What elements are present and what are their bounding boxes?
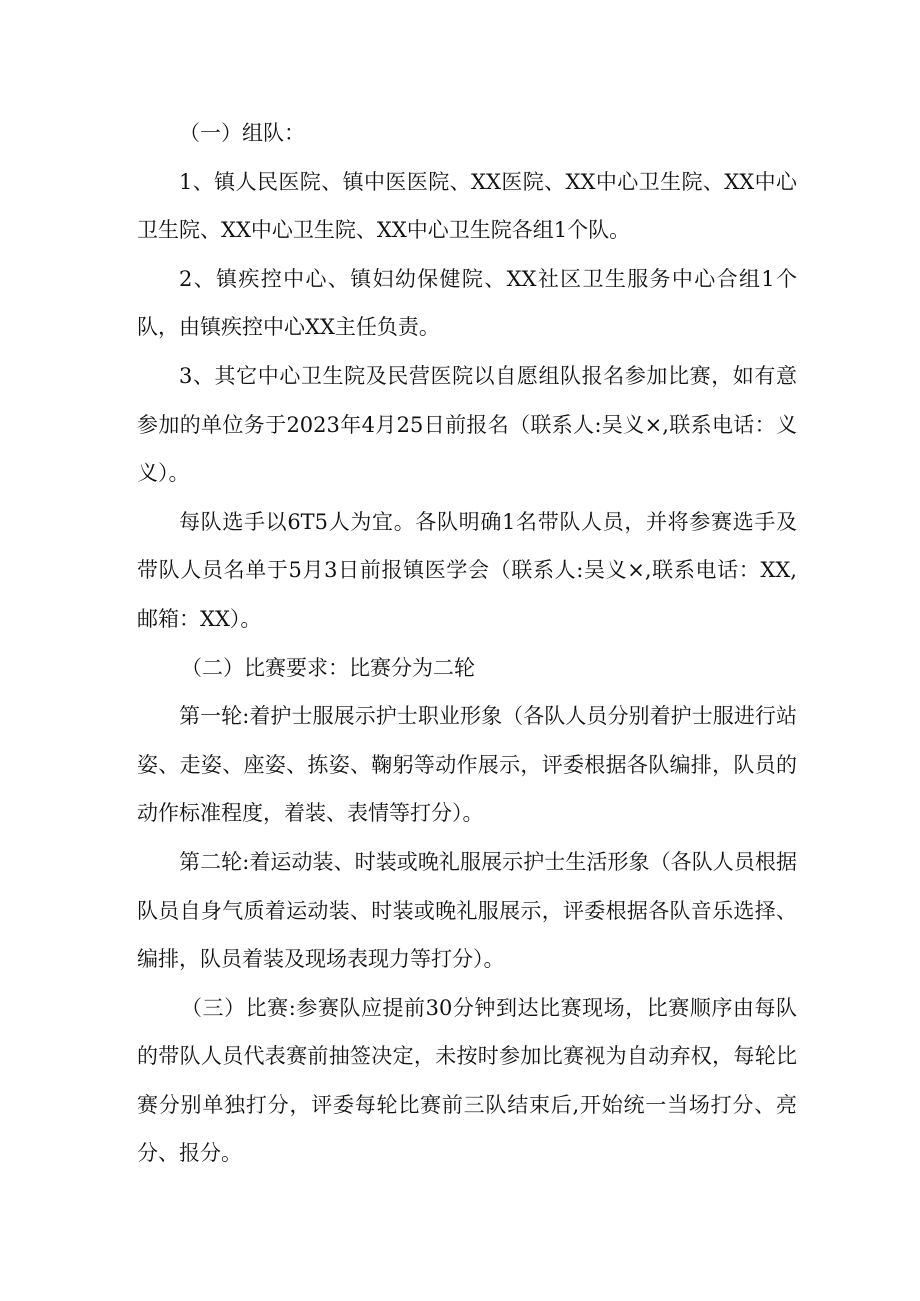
document-body [137,109,797,1178]
paragraph-round-two: 第二轮:着运动装、时装或晚礼服展示护士生活形象（各队人员根据队员自身气质着运动装、时装或晚礼服展示，评委根据各队音乐选择、编排，队员着装及现场表现力等打分）。 [137,849,797,972]
section-heading-team-formation: （一）组队： [179,121,305,145]
paragraph-team-size: 每队选手以6T5人为宜。各队明确1名带队人员，并将参赛选手及带队人员名单于5月3日前报镇医学会（联系人:吴义×,联系电话：XX,邮箱：XX）。 [137,509,797,631]
section-heading-competition-requirements: （二）比赛要求：比赛分为二轮 [181,655,475,680]
paragraph-item-1: 1、镇人民医院、镇中医医院、XX医院、XX中心卫生院、XX中心卫生院、XX中心卫生院、XX中心卫生院各组1个队。 [137,169,797,243]
section-competition-rules: （三）比赛:参赛队应提前30分钟到达比赛现场，比赛顺序由每队的带队人员代表赛前抽签决定，未按时参加比赛视为自动弃权，每轮比赛分别单独打分，评委每轮比赛前三队结束后,开始统一当场打分、亮分、报分。 [137,995,797,1166]
paragraph-item-2: 2、镇疾控中心、镇妇幼保健院、XX社区卫生服务中心合组1个队，由镇疾控中心XX主任负责。 [137,266,797,340]
paragraph-item-3: 3、其它中心卫生院及民营医院以自愿组队报名参加比赛，如有意参加的单位务于2023年4月25日前报名（联系人:吴义×,联系电话：义义）。 [137,363,797,486]
paragraph-round-one: 第一轮:着护士服展示护士职业形象（各队人员分别着护士服进行站姿、走姿、座姿、拣姿、鞠躬等动作展示，评委根据各队编排，队员的动作标准程度，着装、表情等打分）。 [137,704,797,826]
